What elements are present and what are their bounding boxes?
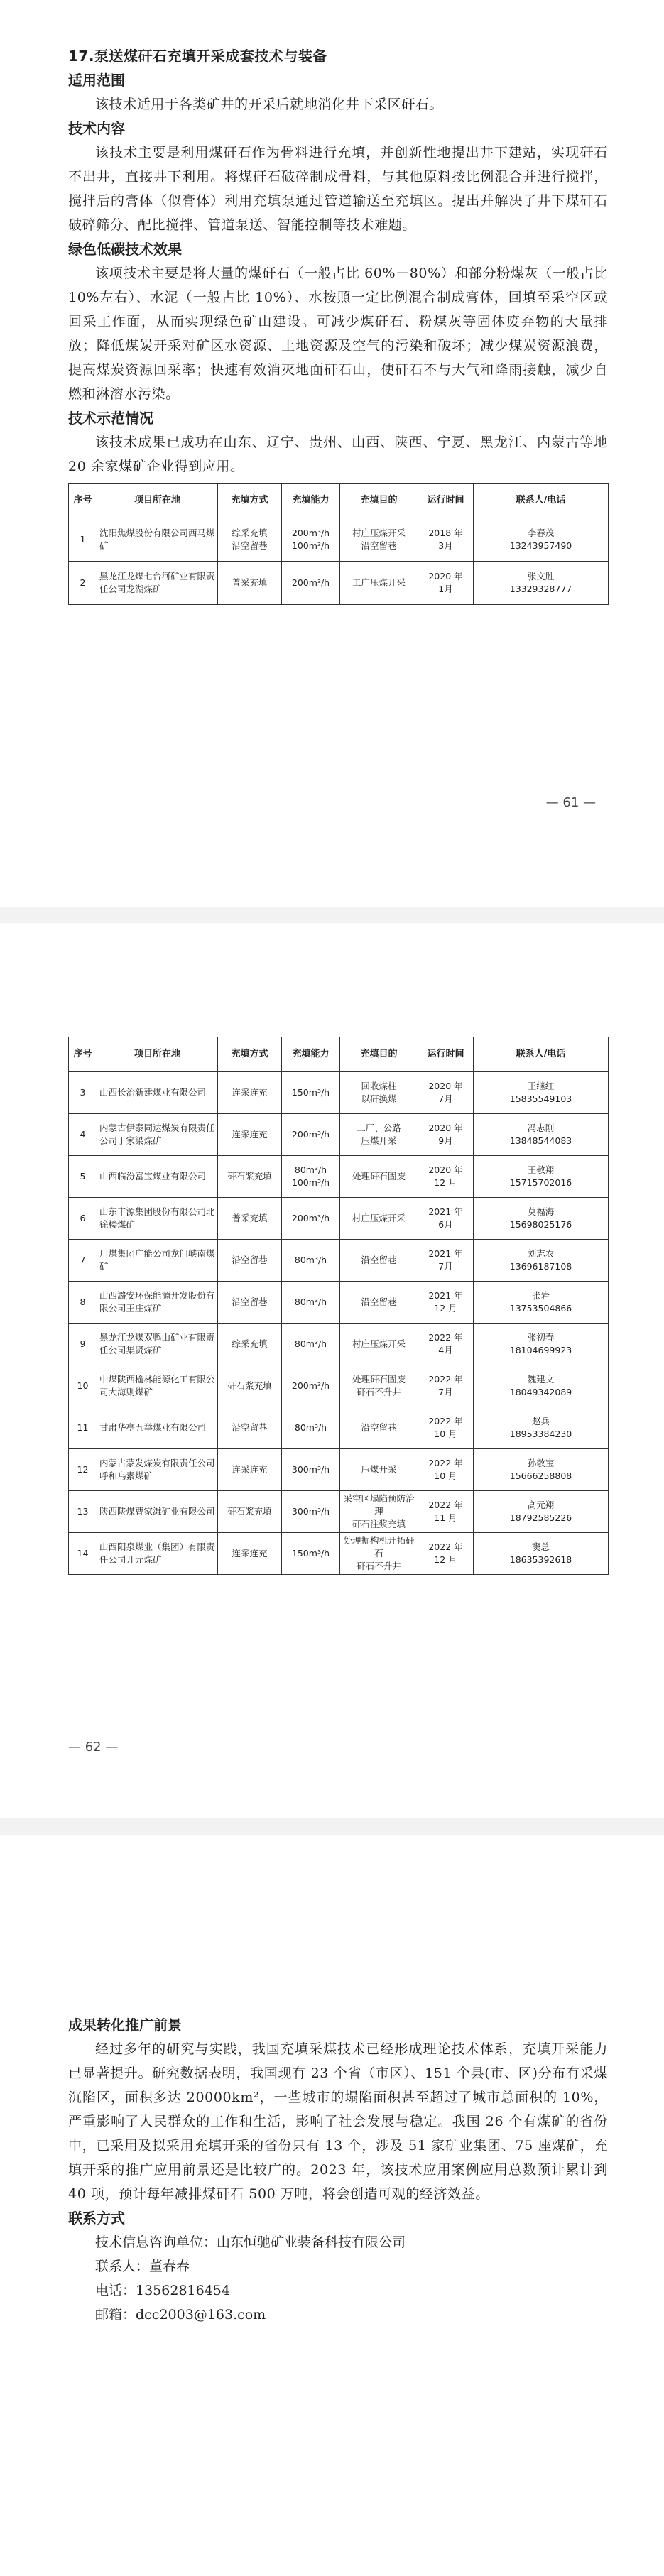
table-cell-contact: 魏建文 18049342089 [474,1365,609,1407]
table-cell-contact: 张岩 13753504866 [474,1282,609,1324]
demo-table-1 [68,483,609,605]
table-cell-time: 2020 年 9月 [418,1114,474,1156]
table-row [69,518,609,562]
table-row [69,1533,609,1575]
table-cell-purpose: 压煤开采 [340,1449,418,1491]
table-cell-method: 连采连充 [218,1533,282,1575]
prospect-text: 经过多年的研究与实践，我国充填采煤技术已经形成理论技术体系，充填开采能力已显著提升。研究数据表明，我国现有 23 个省（市区）、151 个县(市、区)分布有采煤沉陷区，面积多达 20000km²，一些城市的塌陷面积甚至超过了城市总面积的 10%，严重影响了人民群众的工作和生活，影响了社会发展与稳定。我国 26 个有煤矿的省份中，已采用及拟采用充填开采的省份只有 13 个，涉及 51 家矿业集团、75 座煤矿，充填开采的推广应用前景还是比较广的。2023 年，该技术应用案例应用总数预计累计到 40 项，预计每年减排煤矸石 500 万吨，将会创造可观的经济效益。 [68,2041,608,2202]
table-header-cell: 运行时间 [418,484,474,518]
demo-table-2 [68,1037,609,1575]
table-cell-cap: 80m³/h [282,1240,340,1282]
table-header-cell: 充填方式 [218,484,282,518]
table-cell-cap: 300m³/h [282,1449,340,1491]
contact-unit: 技术信息咨询单位：山东恒驰矿业装备科技有限公司 [95,2234,406,2250]
table-cell-loc: 黑龙江龙煤双鸭山矿业有限责任公司集贤煤矿 [97,1324,218,1365]
table-cell-loc: 陕西陕煤曹家滩矿业有限公司 [97,1491,218,1533]
table-header-cell: 联系人/电话 [474,484,609,518]
table-cell-time: 2018 年 3月 [418,518,474,562]
effect-text: 该项技术主要是将大量的煤矸石（一般占比 60%－80%）和部分粉煤灰（一般占比 10%左右）、水泥（一般占比 10%）、水按照一定比例混合制成膏体，回填至采空区或回采工作面，从而实现绿色矿山建设。可减少煤矸石、粉煤灰等固体废弃物的大量排放；降低煤炭开采对矿区水资源、土地资源及空气的污染和破坏；减少煤炭资源浪费，提高煤炭资源回采率；快速有效消灭地面矸石山，使矸石不与大气和降雨接触，减少自燃和淋溶水污染。 [68,266,608,402]
table-cell-contact: 刘志农 13696187108 [474,1240,609,1282]
table-cell-cap: 300m³/h [282,1491,340,1533]
table-cell-time: 2020 年 7月 [418,1072,474,1114]
table-row [69,1240,609,1282]
table-cell-no: 10 [69,1365,97,1407]
table-cell-no: 6 [69,1198,97,1240]
table-cell-loc: 山西长治新建煤业有限公司 [97,1072,218,1114]
table-header-cell: 充填目的 [340,484,418,518]
table-cell-method: 沿空留巷 [218,1407,282,1449]
table-cell-time: 2021 年 7月 [418,1240,474,1282]
table-cell-method: 连采连充 [218,1114,282,1156]
table-cell-no: 1 [69,518,97,562]
table-cell-time: 2021 年 12 月 [418,1282,474,1324]
table-cell-purpose: 村庄压煤开采 沿空留巷 [340,518,418,562]
table-cell-cap: 80m³/h [282,1282,340,1324]
table-header-cell: 序号 [69,484,97,518]
table-cell-time: 2022 年 10 月 [418,1407,474,1449]
section-title: 17.泵送煤矸石充填开采成套技术与装备 [68,48,327,65]
content-heading: 技术内容 [68,120,125,137]
table-cell-purpose: 处理矸石固废 矸石不升井 [340,1365,418,1407]
table-cell-loc: 中煤陕西榆林能源化工有限公司大海则煤矿 [97,1365,218,1407]
page-62 [0,923,664,1818]
table-cell-method: 沿空留巷 [218,1240,282,1282]
table-cell-contact: 李春茂 13243957490 [474,518,609,562]
page-61 [0,0,664,907]
table-cell-loc: 内蒙古伊泰同达煤炭有限责任公司丁家梁煤矿 [97,1114,218,1156]
table-cell-loc: 山西临汾富宝煤业有限公司 [97,1156,218,1198]
contact-person: 联系人：董春春 [95,2259,190,2274]
table-cell-purpose: 处理矸石固废 [340,1156,418,1198]
table-cell-cap: 200m³/h [282,562,340,605]
table-cell-purpose: 沿空留巷 [340,1407,418,1449]
table-cell-cap: 80m³/h 100m³/h [282,1156,340,1198]
table-cell-contact: 冯志刚 13848544083 [474,1114,609,1156]
table-cell-no: 3 [69,1072,97,1114]
table-cell-loc: 沈阳焦煤股份有限公司西马煤矿 [97,518,218,562]
table-cell-contact: 高元翔 18792585226 [474,1491,609,1533]
table-header-cell: 充填方式 [218,1037,282,1072]
table-cell-contact: 王继红 15835549103 [474,1072,609,1114]
table-cell-contact: 莫福海 15698025176 [474,1198,609,1240]
page-61-content [68,44,608,605]
table-row [69,1365,609,1407]
table-row [69,1072,609,1114]
table-cell-loc: 山西阳泉煤业（集团）有限责任公司开元煤矿 [97,1533,218,1575]
table-cell-method: 连采连充 [218,1072,282,1114]
demo-heading: 技术示范情况 [68,410,153,427]
table-cell-method: 沿空留巷 [218,1282,282,1324]
table-header-row [69,1037,609,1072]
table-cell-no: 9 [69,1324,97,1365]
table-cell-contact: 窦总 18635392618 [474,1533,609,1575]
table-cell-method: 综采充填 沿空留巷 [218,518,282,562]
page-number: — 62 — [68,1740,119,1754]
table-cell-contact: 王敬翔 15715702016 [474,1156,609,1198]
page-number: — 61 — [545,795,596,810]
table-header-cell: 运行时间 [418,1037,474,1072]
table-cell-time: 2021 年 6月 [418,1198,474,1240]
table-row [69,1198,609,1240]
scope-text: 该技术适用于各类矿井的开采后就地消化井下采区矸石。 [95,97,444,112]
table-cell-purpose: 回收煤柱 以矸换煤 [340,1072,418,1114]
table-cell-method: 连采连充 [218,1449,282,1491]
table-cell-cap: 150m³/h [282,1533,340,1575]
table-header-cell: 项目所在地 [97,1037,218,1072]
table-cell-contact: 赵兵 18953384230 [474,1407,609,1449]
table-header-cell: 项目所在地 [97,484,218,518]
scope-heading: 适用范围 [68,72,125,89]
contact-heading: 联系方式 [68,2210,125,2227]
table-cell-loc: 甘肃华亭五举煤业有限公司 [97,1407,218,1449]
table-row [69,1114,609,1156]
table-cell-cap: 200m³/h [282,1114,340,1156]
prospect-heading: 成果转化推广前景 [68,2016,182,2034]
table-cell-time: 2020 年 1月 [418,562,474,605]
table-cell-cap: 80m³/h [282,1407,340,1449]
table-cell-no: 7 [69,1240,97,1282]
table-cell-method: 综采充填 [218,1324,282,1365]
table-cell-contact: 孙敬宝 15666258808 [474,1449,609,1491]
table-cell-no: 5 [69,1156,97,1198]
table-row [69,1156,609,1198]
table-cell-loc: 山西潞安环保能源开发股份有限公司王庄煤矿 [97,1282,218,1324]
table-cell-method: 矸石浆充填 [218,1491,282,1533]
table-cell-time: 2022 年 4月 [418,1324,474,1365]
table-cell-time: 2022 年 12 月 [418,1533,474,1575]
table-cell-contact: 张文胜 13329328777 [474,562,609,605]
table-cell-loc: 山东丰源集团股份有限公司北徐楼煤矿 [97,1198,218,1240]
table-cell-no: 8 [69,1282,97,1324]
table-cell-cap: 200m³/h [282,1198,340,1240]
table-cell-no: 12 [69,1449,97,1491]
table-cell-no: 4 [69,1114,97,1156]
table-header-cell: 充填能力 [282,484,340,518]
page-63 [0,1835,664,2576]
table-row [69,562,609,605]
table-cell-no: 14 [69,1533,97,1575]
table-cell-method: 普采充填 [218,1198,282,1240]
table-cell-loc: 内蒙古蒙发煤炭有限责任公司呼和乌素煤矿 [97,1449,218,1491]
table-cell-purpose: 工厂、公路 压煤开采 [340,1114,418,1156]
table-cell-time: 2022 年 7月 [418,1365,474,1407]
table-header-row [69,484,609,518]
table-row [69,1449,609,1491]
contact-phone: 电话：13562816454 [95,2283,230,2298]
table-cell-time: 2022 年 11 月 [418,1491,474,1533]
contact-email: 邮箱：dcc2003@163.com [95,2307,266,2323]
table-row [69,1491,609,1533]
table-header-cell: 联系人/电话 [474,1037,609,1072]
table-cell-method: 矸石浆充填 [218,1156,282,1198]
table-cell-no: 11 [69,1407,97,1449]
table-cell-cap: 200m³/h 100m³/h [282,518,340,562]
table-cell-loc: 川煤集团广能公司龙门峡南煤矿 [97,1240,218,1282]
table-cell-time: 2020 年 12 月 [418,1156,474,1198]
table-cell-time: 2022 年 10 月 [418,1449,474,1491]
table-cell-loc: 黑龙江龙煤七台河矿业有限责任公司龙湖煤矿 [97,562,218,605]
table-header-cell: 充填能力 [282,1037,340,1072]
page-62-content [68,1037,608,1575]
table-cell-no: 13 [69,1491,97,1533]
page-63-content [68,2013,608,2327]
table-cell-contact: 张初春 18104699923 [474,1324,609,1365]
content-text: 该技术主要是利用煤矸石作为骨料进行充填，并创新性地提出井下建站，实现矸石不出井，直接井下利用。将煤矸石破碎制成骨料，与其他原料按比例混合并进行搅拌，搅拌后的膏体（似膏体）利用充填泵通过管道输送至充填区。提出并解决了井下煤矸石破碎筛分、配比搅拌、管道泵送、智能控制等技术难题。 [68,145,608,233]
table-cell-purpose: 处理掘构机开拓矸石 矸石不升井 [340,1533,418,1575]
table-cell-method: 矸石浆充填 [218,1365,282,1407]
table-row [69,1324,609,1365]
table-cell-purpose: 沿空留巷 [340,1282,418,1324]
table-cell-purpose: 工广压煤开采 [340,562,418,605]
table-cell-purpose: 沿空留巷 [340,1240,418,1282]
demo-text: 该技术成果已成功在山东、辽宁、贵州、山西、陕西、宁夏、黑龙江、内蒙古等地 20 余家煤矿企业得到应用。 [68,435,608,474]
table-cell-no: 2 [69,562,97,605]
table-cell-cap: 200m³/h [282,1365,340,1407]
table-cell-purpose: 村庄压煤开采 [340,1198,418,1240]
table-row [69,1282,609,1324]
table-cell-purpose: 采空区塌陷预防治理 矸石注浆充填 [340,1491,418,1533]
table-header-cell: 序号 [69,1037,97,1072]
effect-heading: 绿色低碳技术效果 [68,241,182,258]
table-cell-cap: 80m³/h [282,1324,340,1365]
table-cell-cap: 150m³/h [282,1072,340,1114]
table-header-cell: 充填目的 [340,1037,418,1072]
table-cell-method: 普采充填 [218,562,282,605]
table-cell-purpose: 村庄压煤开采 [340,1324,418,1365]
table-row [69,1407,609,1449]
